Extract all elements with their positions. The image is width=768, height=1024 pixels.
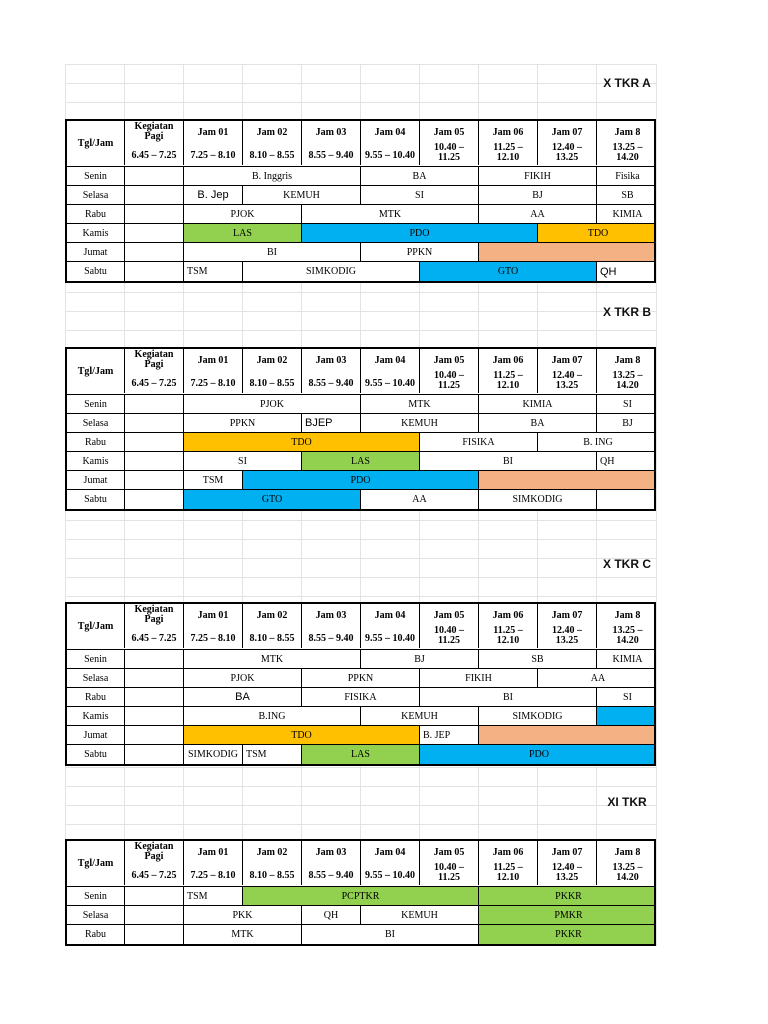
subject-cell: BA (184, 688, 302, 706)
gridline (65, 102, 656, 103)
header-jam-label: Jam 02 (256, 847, 288, 858)
day-label: Selasa (67, 906, 125, 924)
subject-cell: GTO (420, 262, 597, 281)
day-label: Jumat (67, 243, 125, 261)
header-jam-time: 12.40 – 13.25 (552, 142, 582, 163)
subject-cell: PKK (184, 906, 302, 924)
header-jam-6 (479, 841, 538, 885)
header-jam-time: 8.10 – 8.55 (249, 378, 295, 389)
subject-cell: KEMUH (361, 707, 479, 725)
header-jam-time: 11.25 – 12.10 (493, 370, 523, 391)
header-jam-label: Jam 03 (315, 610, 347, 621)
subject-cell: B. ING (583, 436, 613, 448)
subject-cell: PPKN (302, 669, 420, 687)
header-jam-time: 13.25 – 14.20 (612, 625, 643, 646)
header-jam-time: 10.40 – 11.25 (434, 862, 464, 883)
schedule-row-kamis (67, 452, 656, 471)
header-jam-1 (184, 604, 243, 648)
header-jam-time: 7.25 – 8.10 (190, 633, 236, 644)
gridline (65, 824, 656, 825)
kegiatan-pagi-cell (125, 707, 184, 725)
subject-cell (597, 490, 656, 509)
subject-cell: TSM (184, 262, 243, 281)
header-jam-6 (479, 121, 538, 165)
header-kegiatan-time: 6.45 – 7.25 (131, 378, 177, 389)
header-jam-2 (243, 121, 302, 165)
header-jam-1 (184, 841, 243, 885)
header-jam-1 (184, 349, 243, 393)
header-jam-label: Jam 06 (492, 355, 524, 366)
header-jam-time: 8.55 – 9.40 (308, 378, 354, 389)
header-jam-label: Jam 05 (433, 847, 465, 858)
subject-cell: BJEP (302, 414, 361, 432)
subject-cell: BA (361, 167, 479, 185)
table-title: X TKR C (603, 557, 651, 571)
header-jam-time: 12.40 – 13.25 (552, 370, 582, 391)
subject-cell: MTK (184, 925, 302, 944)
subject-cell: B. Inggris (184, 167, 361, 185)
day-label: Senin (67, 650, 125, 668)
header-jam-label: Jam 04 (374, 847, 406, 858)
day-label: Sabtu (67, 745, 125, 764)
subject-cell: Fisika (615, 170, 640, 182)
header-jam-2 (243, 349, 302, 393)
schedule-table (65, 347, 656, 511)
header-jam-3 (302, 841, 361, 885)
kegiatan-pagi-cell (125, 490, 184, 509)
day-label: Senin (67, 887, 125, 905)
header-jam-time: 12.40 – 13.25 (552, 625, 582, 646)
subject-cell: BJ (479, 186, 597, 204)
header-jam-label: Jam 8 (614, 847, 641, 858)
subject-cell: SI (361, 186, 479, 204)
header-jam-label: Jam 05 (433, 127, 465, 138)
header-jam-label: Jam 05 (433, 610, 465, 621)
subject-cell: LAS (184, 224, 302, 242)
subject-cell: BI (184, 243, 361, 261)
schedule-table (65, 119, 656, 283)
header-tgl-jam (67, 349, 125, 393)
schedule-row-sabtu (67, 745, 656, 764)
subject-cell: SIMKODIG (184, 745, 243, 764)
subject-cell: TSM (184, 471, 243, 489)
subject-cell: AA (479, 205, 597, 223)
gridline (65, 767, 656, 768)
header-jam-8 (597, 121, 656, 165)
table-header (67, 841, 656, 887)
table-title: XI TKR (607, 795, 647, 809)
header-jam-label: Jam 03 (315, 847, 347, 858)
schedule-row-rabu (67, 925, 656, 944)
day-label: Senin (67, 167, 125, 185)
subject-cell: PDO (302, 224, 538, 242)
kegiatan-pagi-cell (125, 243, 184, 261)
header-jam-label: Jam 07 (551, 847, 583, 858)
subject-cell: PMKR (479, 906, 656, 924)
header-jam-time: 8.10 – 8.55 (249, 870, 295, 881)
subject-cell: PPKN (361, 243, 479, 261)
gridline (65, 539, 656, 540)
schedule-table (65, 602, 656, 766)
header-jam-label: Jam 05 (433, 355, 465, 366)
header-jam-5 (420, 349, 479, 393)
subject-cell: KEMUH (361, 906, 479, 924)
table-header (67, 121, 656, 167)
subject-cell: QH (600, 455, 615, 467)
schedule-row-selasa (67, 414, 656, 433)
schedule-row-sabtu (67, 262, 656, 281)
subject-cell: B. JEP (420, 726, 479, 744)
subject-cell: B. Jep (184, 186, 243, 204)
header-jam-label: Jam 06 (492, 127, 524, 138)
schedule-row-rabu (67, 433, 656, 452)
kegiatan-pagi-cell (125, 887, 184, 905)
schedule-row-selasa (67, 906, 656, 925)
schedule-row-jumat (67, 726, 656, 745)
header-jam-6 (479, 349, 538, 393)
subject-cell: FIKIH (479, 167, 597, 185)
header-jam-label: Jam 03 (315, 127, 347, 138)
header-jam-time: 11.25 – 12.10 (493, 142, 523, 163)
kegiatan-pagi-cell (125, 186, 184, 204)
header-jam-time: 8.55 – 9.40 (308, 150, 354, 161)
kegiatan-pagi-cell (125, 906, 184, 924)
kegiatan-pagi-cell (125, 726, 184, 744)
subject-cell (479, 243, 656, 261)
subject-cell: B.ING (184, 707, 361, 725)
subject-cell: KIMIA (612, 653, 643, 665)
schedule-row-kamis (67, 707, 656, 726)
subject-cell: BJ (622, 417, 633, 429)
kegiatan-pagi-cell (125, 452, 184, 470)
kegiatan-pagi-cell (125, 925, 184, 944)
day-label: Kamis (67, 224, 125, 242)
schedule-row-selasa (67, 669, 656, 688)
subject-cell: TSM (243, 745, 302, 764)
header-jam-4 (361, 121, 420, 165)
schedule-row-senin (67, 167, 656, 186)
subject-cell: GTO (184, 490, 361, 509)
header-jam-7 (538, 349, 597, 393)
subject-cell: MTK (302, 205, 479, 223)
header-kegiatan-pagi (125, 121, 184, 165)
schedule-table (65, 839, 656, 946)
header-jam-time: 9.55 – 10.40 (365, 633, 415, 644)
schedule-row-senin (67, 395, 656, 414)
subject-cell: MTK (184, 650, 361, 668)
header-jam-6 (479, 604, 538, 648)
kegiatan-pagi-cell (125, 224, 184, 242)
header-jam-time: 10.40 – 11.25 (434, 370, 464, 391)
day-label: Selasa (67, 669, 125, 687)
subject-cell: AA (590, 672, 606, 684)
day-label: Selasa (67, 414, 125, 432)
header-jam-time: 9.55 – 10.40 (365, 870, 415, 881)
day-label: Rabu (67, 925, 125, 944)
header-jam-label: Jam 04 (374, 355, 406, 366)
subject-cell: AA (361, 490, 479, 509)
subject-cell: FISIKA (420, 433, 538, 451)
header-kegiatan-label: Kegiatan Pagi (134, 604, 174, 625)
gridline (656, 64, 657, 946)
subject-cell: KIMIA (479, 395, 597, 413)
header-jam-time: 12.40 – 13.25 (552, 862, 582, 883)
header-jam-label: Jam 8 (614, 355, 641, 366)
day-label: Kamis (67, 452, 125, 470)
header-jam-3 (302, 604, 361, 648)
header-jam-time: 11.25 – 12.10 (493, 862, 523, 883)
day-label: Selasa (67, 186, 125, 204)
subject-cell: LAS (302, 452, 420, 470)
subject-cell: PCPTKR (243, 887, 479, 905)
header-jam-5 (420, 121, 479, 165)
subject-cell: TDO (538, 224, 656, 242)
kegiatan-pagi-cell (125, 650, 184, 668)
header-jam-label: Jam 06 (492, 610, 524, 621)
header-jam-label: Jam 01 (197, 847, 229, 858)
day-label: Rabu (67, 205, 125, 223)
header-jam-3 (302, 121, 361, 165)
schedule-row-senin (67, 887, 656, 906)
gridline (65, 64, 656, 65)
subject-cell: LAS (302, 745, 420, 764)
schedule-row-kamis (67, 224, 656, 243)
header-jam-5 (420, 841, 479, 885)
header-tgl-jam-label: Tgl/Jam (77, 621, 114, 632)
day-label: Kamis (67, 707, 125, 725)
subject-cell: BI (420, 688, 597, 706)
day-label: Jumat (67, 471, 125, 489)
header-jam-4 (361, 349, 420, 393)
header-jam-label: Jam 07 (551, 610, 583, 621)
subject-cell (597, 707, 656, 725)
header-jam-time: 7.25 – 8.10 (190, 150, 236, 161)
subject-cell: TSM (184, 887, 243, 905)
header-jam-time: 7.25 – 8.10 (190, 870, 236, 881)
header-jam-label: Jam 04 (374, 610, 406, 621)
subject-cell: SB (479, 650, 597, 668)
kegiatan-pagi-cell (125, 205, 184, 223)
subject-cell: KEMUH (243, 186, 361, 204)
header-jam-time: 9.55 – 10.40 (365, 150, 415, 161)
day-label: Sabtu (67, 262, 125, 281)
header-jam-label: Jam 02 (256, 127, 288, 138)
subject-cell (479, 471, 656, 489)
table-title: X TKR B (603, 305, 651, 319)
header-jam-time: 13.25 – 14.20 (612, 142, 643, 163)
subject-cell: FIKIH (420, 669, 538, 687)
header-jam-label: Jam 8 (614, 127, 641, 138)
header-jam-label: Jam 02 (256, 355, 288, 366)
gridline (65, 596, 656, 597)
header-jam-time: 13.25 – 14.20 (612, 370, 643, 391)
schedule-row-selasa (67, 186, 656, 205)
gridline (65, 292, 656, 293)
header-jam-label: Jam 01 (197, 355, 229, 366)
header-jam-time: 8.10 – 8.55 (249, 150, 295, 161)
header-kegiatan-pagi (125, 349, 184, 393)
header-jam-7 (538, 121, 597, 165)
kegiatan-pagi-cell (125, 745, 184, 764)
header-kegiatan-pagi (125, 841, 184, 885)
header-jam-time: 11.25 – 12.10 (493, 625, 523, 646)
header-tgl-jam-label: Tgl/Jam (77, 858, 114, 869)
header-jam-label: Jam 07 (551, 127, 583, 138)
subject-cell: BI (420, 452, 597, 470)
header-jam-7 (538, 604, 597, 648)
header-jam-time: 10.40 – 11.25 (434, 625, 464, 646)
header-jam-time: 8.55 – 9.40 (308, 870, 354, 881)
subject-cell: PPKN (184, 414, 302, 432)
subject-cell (479, 726, 656, 744)
header-jam-label: Jam 01 (197, 610, 229, 621)
header-jam-7 (538, 841, 597, 885)
kegiatan-pagi-cell (125, 262, 184, 281)
subject-cell: FISIKA (302, 688, 420, 706)
header-kegiatan-time: 6.45 – 7.25 (131, 870, 177, 881)
subject-cell: MTK (361, 395, 479, 413)
header-jam-label: Jam 01 (197, 127, 229, 138)
subject-cell: SI (623, 691, 632, 703)
subject-cell: KIMIA (612, 208, 643, 220)
kegiatan-pagi-cell (125, 395, 184, 413)
header-jam-label: Jam 03 (315, 355, 347, 366)
header-kegiatan-time: 6.45 – 7.25 (131, 633, 177, 644)
header-jam-4 (361, 604, 420, 648)
kegiatan-pagi-cell (125, 433, 184, 451)
header-jam-label: Jam 8 (614, 610, 641, 621)
gridline (65, 330, 656, 331)
header-jam-8 (597, 841, 656, 885)
subject-cell: SIMKODIG (479, 707, 597, 725)
day-label: Senin (67, 395, 125, 413)
subject-cell: SIMKODIG (243, 262, 420, 281)
subject-cell: PDO (243, 471, 479, 489)
subject-cell: QH (302, 906, 361, 924)
subject-cell: KEMUH (361, 414, 479, 432)
header-jam-2 (243, 841, 302, 885)
gridline (65, 786, 656, 787)
kegiatan-pagi-cell (125, 688, 184, 706)
header-jam-label: Jam 07 (551, 355, 583, 366)
subject-cell: BJ (361, 650, 479, 668)
day-label: Sabtu (67, 490, 125, 509)
kegiatan-pagi-cell (125, 414, 184, 432)
kegiatan-pagi-cell (125, 471, 184, 489)
schedule-row-senin (67, 650, 656, 669)
schedule-row-sabtu (67, 490, 656, 509)
header-kegiatan-label: Kegiatan Pagi (134, 841, 174, 862)
header-tgl-jam (67, 121, 125, 165)
subject-cell: PKKR (479, 887, 656, 905)
subject-cell: SB (621, 189, 634, 201)
day-label: Rabu (67, 688, 125, 706)
header-jam-label: Jam 02 (256, 610, 288, 621)
table-header (67, 349, 656, 395)
subject-cell: SI (184, 452, 302, 470)
subject-cell: BA (479, 414, 597, 432)
header-jam-time: 8.55 – 9.40 (308, 633, 354, 644)
kegiatan-pagi-cell (125, 167, 184, 185)
subject-cell: PJOK (184, 205, 302, 223)
schedule-row-jumat (67, 243, 656, 262)
header-jam-2 (243, 604, 302, 648)
subject-cell: TDO (184, 433, 420, 451)
header-tgl-jam-label: Tgl/Jam (77, 366, 114, 377)
header-tgl-jam (67, 841, 125, 885)
gridline (65, 520, 656, 521)
subject-cell: PKKR (479, 925, 656, 944)
schedule-row-rabu (67, 688, 656, 707)
schedule-row-rabu (67, 205, 656, 224)
table-header (67, 604, 656, 650)
header-jam-time: 10.40 – 11.25 (434, 142, 464, 163)
header-jam-3 (302, 349, 361, 393)
subject-cell: PJOK (184, 669, 302, 687)
header-jam-label: Jam 06 (492, 847, 524, 858)
schedule-row-jumat (67, 471, 656, 490)
header-tgl-jam (67, 604, 125, 648)
header-tgl-jam-label: Tgl/Jam (77, 138, 114, 149)
header-jam-time: 7.25 – 8.10 (190, 378, 236, 389)
subject-cell: SI (623, 398, 632, 410)
header-jam-time: 13.25 – 14.20 (612, 862, 643, 883)
header-kegiatan-pagi (125, 604, 184, 648)
header-kegiatan-label: Kegiatan Pagi (134, 121, 174, 142)
table-title: X TKR A (603, 76, 651, 90)
header-kegiatan-time: 6.45 – 7.25 (131, 150, 177, 161)
header-jam-label: Jam 04 (374, 127, 406, 138)
header-jam-5 (420, 604, 479, 648)
header-jam-8 (597, 349, 656, 393)
kegiatan-pagi-cell (125, 669, 184, 687)
subject-cell: PDO (420, 745, 656, 764)
subject-cell: TDO (184, 726, 420, 744)
header-jam-time: 9.55 – 10.40 (365, 378, 415, 389)
gridline (65, 577, 656, 578)
day-label: Rabu (67, 433, 125, 451)
header-kegiatan-label: Kegiatan Pagi (134, 349, 174, 370)
header-jam-1 (184, 121, 243, 165)
subject-cell: SIMKODIG (479, 490, 597, 509)
subject-cell: PJOK (184, 395, 361, 413)
subject-cell: BI (302, 925, 479, 944)
header-jam-time: 8.10 – 8.55 (249, 633, 295, 644)
header-jam-8 (597, 604, 656, 648)
day-label: Jumat (67, 726, 125, 744)
subject-cell: QH (600, 265, 617, 278)
header-jam-4 (361, 841, 420, 885)
